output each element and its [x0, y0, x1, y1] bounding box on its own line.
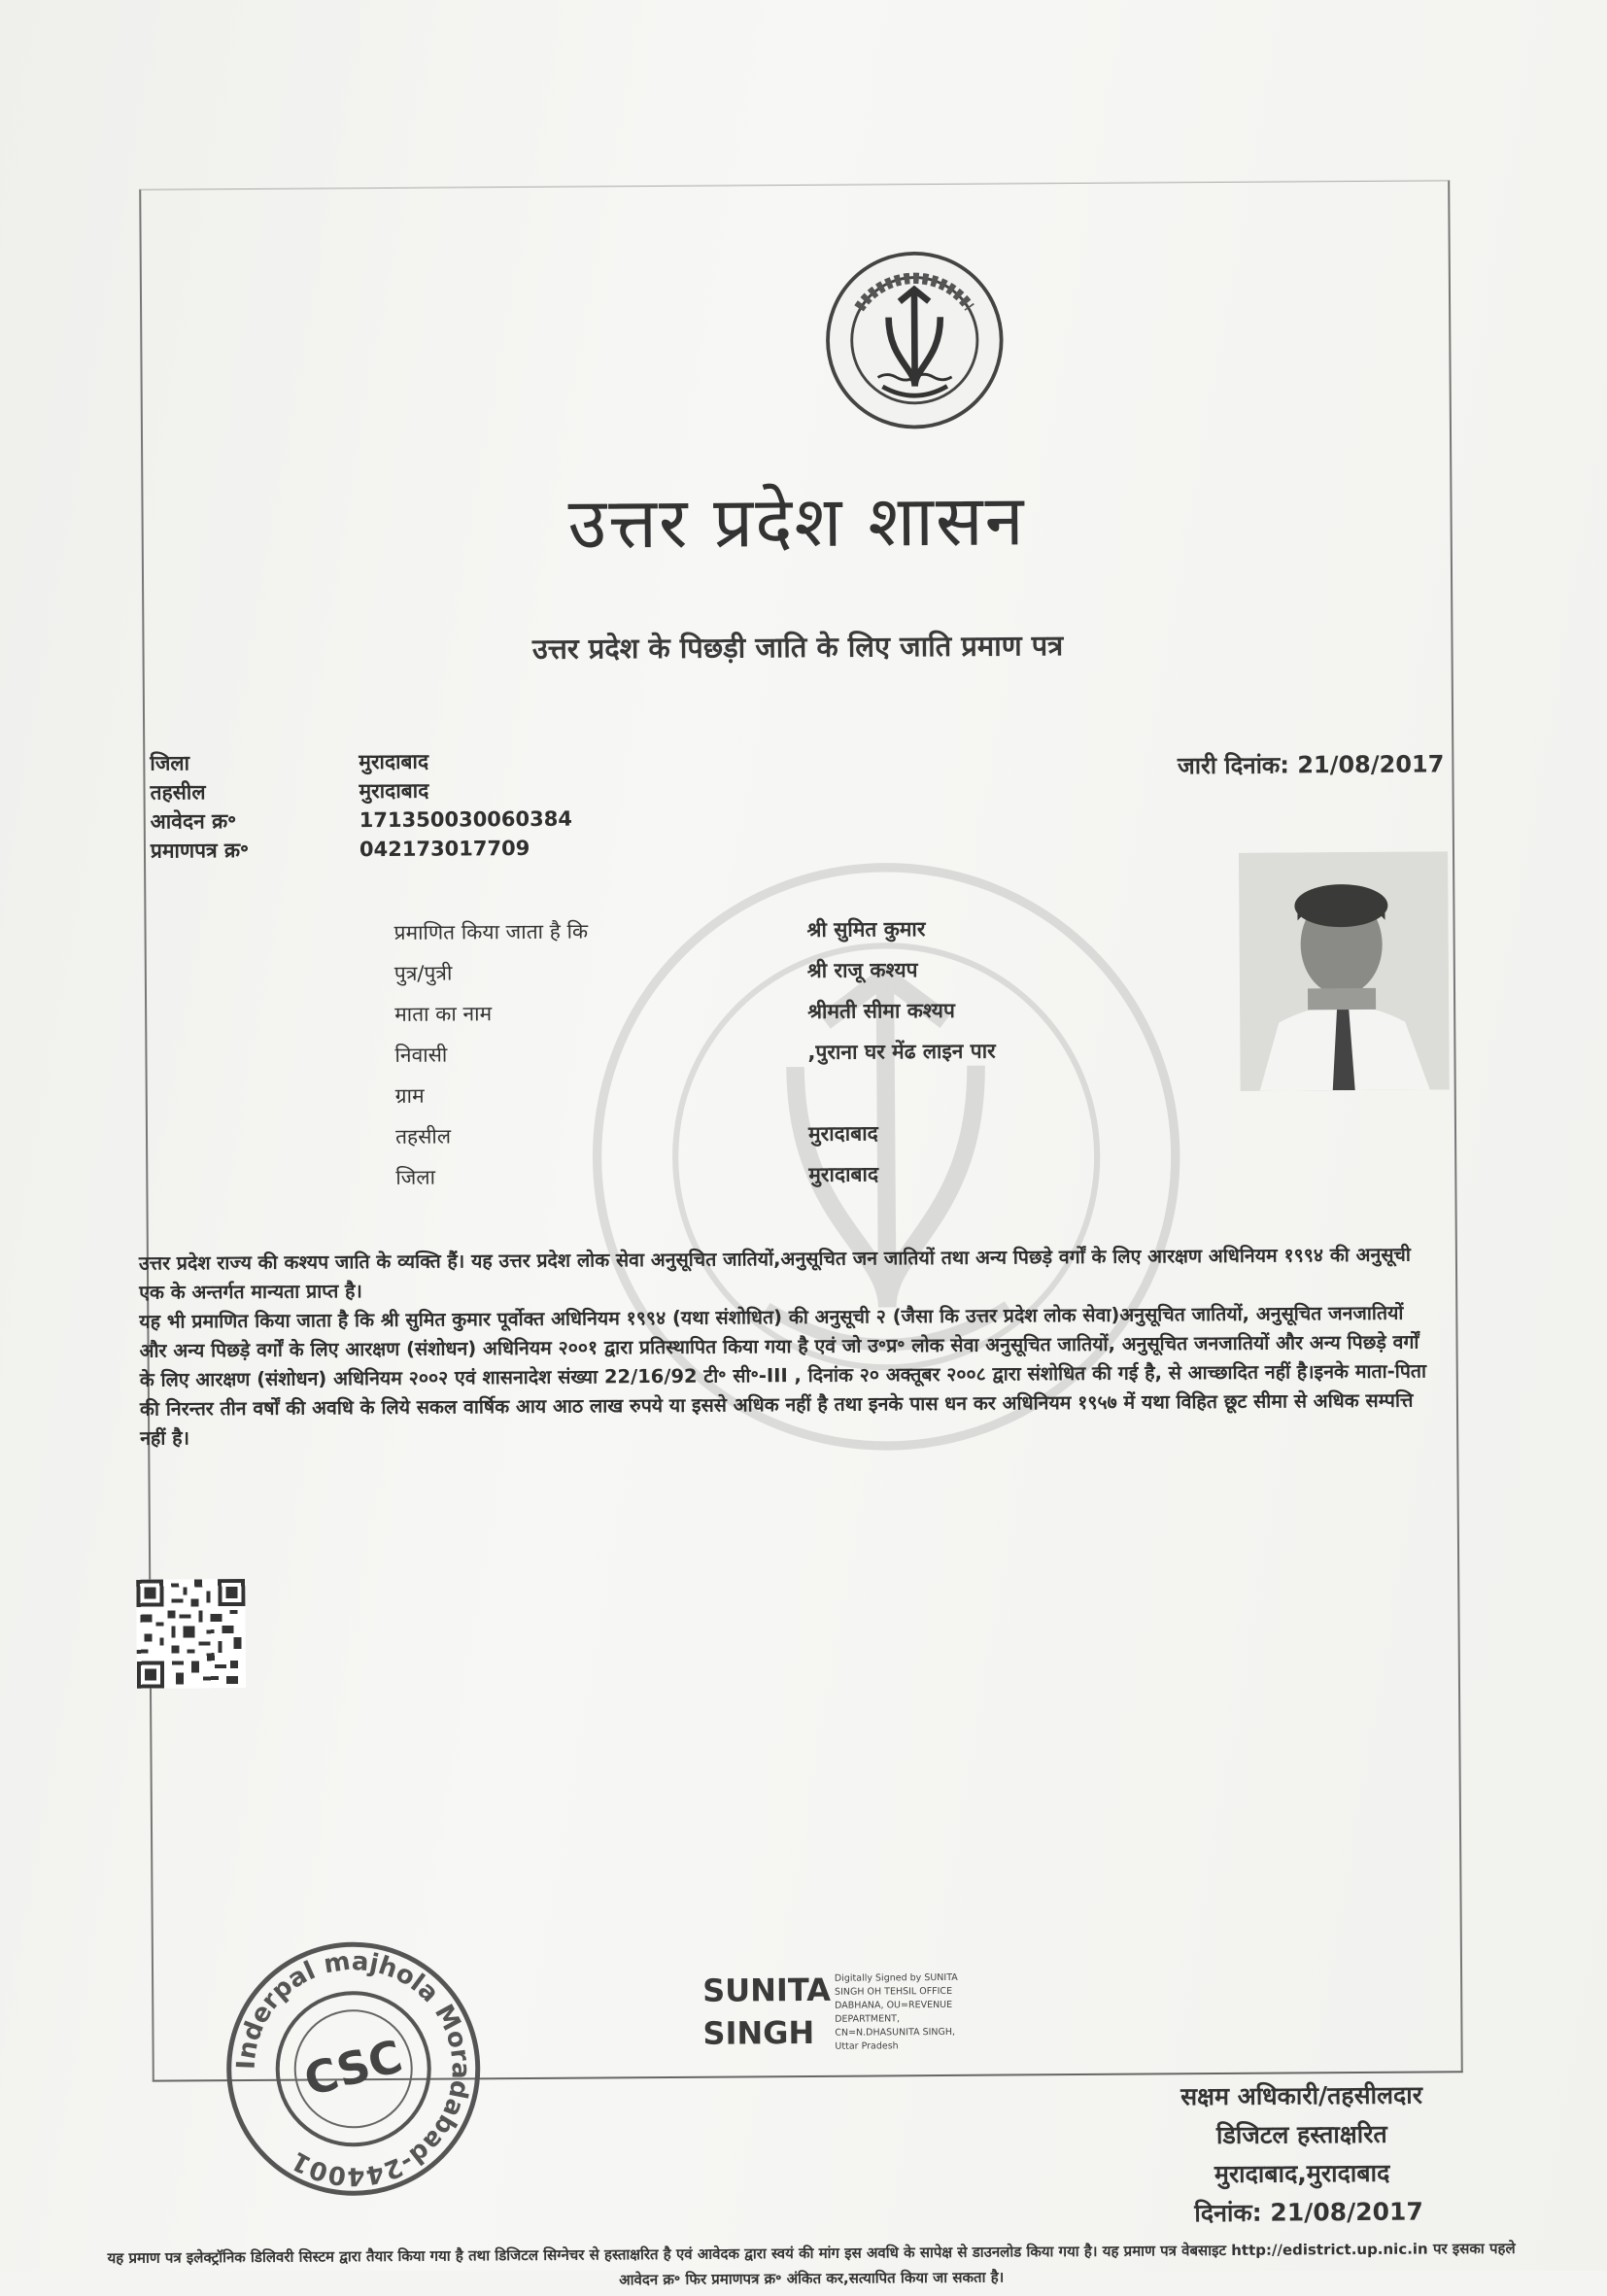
detail-row: [394, 990, 996, 1035]
signer-name: [702, 1969, 831, 2055]
detail-row: [394, 1031, 996, 1076]
applicant-details: [393, 908, 996, 1198]
district-value: मुरादाबाद: [359, 749, 429, 774]
detail-row: [395, 1113, 997, 1157]
signer-name-line1: SUNITA: [702, 1970, 832, 2009]
certificate-body: [139, 1240, 1432, 1453]
body-paragraph-2: यह भी प्रमाणित किया जाता है कि श्री सुमित कुमार पूर्वोक्त अधिनियम १९९४ (यथा संशोधित) की अनुसूची २ (जैसा कि उत्तर प्रदेश लोक सेवा)अनुसूचित जातियों, अनुसूचित जनजातियों और अन्य पिछड़े वर्गों के लिए आरक्षण (संशोधन) अधिनियम २००१ द्वारा प्रतिस्थापित किया गया है एवं जो उ॰प्र॰ लोक सेवा अनुसूचित जातियों, अनुसूचित जनजातियों और अन्य पिछड़े वर्गों के लिए आरक्षण (संशोधन) अधिनियम २००२ एवं शासनादेश संख्या 22/16/92 टी॰ सी॰-III , दिनांक २० अक्तूबर २००८ द्वारा संशोधित की गई है, से आच्छादित नहीं है।इनके माता-पिता की निरन्तर तीन वर्षों की अवधि के लिये सकल वार्षिक आय आठ लाख रुपये या इससे अधिक नहीं है तथा इनके पास धन कर अधिनियम १९५७ में यथा विहित छूट सीमा से अधिक सम्पत्ति नहीं है।: [139, 1301, 1427, 1450]
authority-digitally-signed: डिजिटल हस्ताक्षरित: [1215, 2119, 1387, 2150]
father-label: पुत्र/पुत्री: [393, 961, 453, 985]
certificate-meta: [150, 746, 572, 866]
detail-row: [393, 908, 995, 953]
detail-row: [394, 949, 996, 994]
signature-details: Digitally Signed by SUNITA SINGH OH TEHSIL OFFICE DABHANA, OU=REVENUE DEPARTMENT, CN=N.DHASUNITA SINGH, Uttar Pradesh: [834, 1971, 958, 2052]
tehsil-label: तहसील: [150, 780, 206, 805]
digital-signature: [702, 1968, 971, 2055]
detail-row: [395, 1072, 997, 1116]
application-number: 171350030060384: [359, 806, 573, 833]
certificate: [107, 180, 1516, 2289]
tehsil-row: [150, 775, 571, 807]
csc-seal-stamp: [222, 1936, 486, 2201]
village-label: ग्राम: [394, 1083, 425, 1108]
signer-name-line2: SINGH: [702, 2013, 815, 2052]
certified-label: प्रमाणित किया जाता है कि: [393, 919, 589, 944]
detail-district-label: जिला: [395, 1165, 436, 1189]
certificate-title: उत्तर प्रदेश शासन: [567, 479, 1026, 565]
district-row: [150, 746, 571, 778]
seal-center-text: CSC: [298, 2029, 408, 2107]
applicant-name: श्री सुमित कुमार: [806, 917, 926, 942]
authority-date-label: दिनांक:: [1194, 2198, 1262, 2228]
up-government-emblem: [822, 248, 1008, 433]
resident-label: निवासी: [394, 1043, 448, 1067]
issue-date: [1178, 747, 1445, 781]
application-label: आवेदन क्र॰: [150, 809, 237, 834]
body-paragraph-1: उत्तर प्रदेश राज्य की कश्यप जाति के व्यक्ति हैं। यह उत्तर प्रदेश लोक सेवा अनुसूचित जातियों,अनुसूचित जन जातियों तथा अन्य पिछड़े वर्गों के लिए आरक्षण अधिनियम १९९४ की अनुसूची एक के अन्तर्गत मान्यता प्राप्त है।: [138, 1243, 1412, 1304]
seal-ring-text: Inderpal majhola Moradabad-244001: [231, 1946, 475, 2191]
district-label: जिला: [150, 751, 190, 775]
detail-district-value: मुरादाबाद: [808, 1162, 879, 1186]
authority-designation: सक्षम अधिकारी/तहसीलदार: [1180, 2080, 1423, 2111]
mother-label: माता का नाम: [394, 1002, 493, 1026]
certificate-number: 042173017709: [359, 836, 530, 862]
certificate-number-row: [151, 834, 572, 866]
tehsil-value: मुरादाबाद: [359, 778, 429, 804]
issue-date-label: जारी दिनांक:: [1177, 751, 1289, 780]
mother-name: श्रीमती सीमा कश्यप: [807, 998, 955, 1023]
detail-row: [395, 1153, 997, 1198]
detail-tehsil-value: मुरादाबाद: [807, 1121, 878, 1146]
application-row: [151, 805, 572, 837]
detail-tehsil-label: तहसील: [394, 1124, 452, 1148]
applicant-photo: [1239, 851, 1450, 1090]
verification-footer: यह प्रमाण पत्र इलेक्ट्रॉनिक डिलिवरी सिस्टम द्वारा तैयार किया गया है तथा डिजिटल सिग्नेचर से हस्ताक्षरित है एवं आवेदक द्वारा स्वयं की मांग इस अवधि के सापेक्ष से डाउनलोड किया गया है। यह प्रमाण पत्र वेबसाइट http://edistrict.up.nic.in पर इसका पहले आवेदन क्र॰ फिर प्रमाणपत्र क्र॰ अंकित कर,सत्यापित किया जा सकता है।: [107, 2239, 1516, 2289]
certificate-number-label: प्रमाणपत्र क्र॰: [150, 838, 250, 863]
certificate-subtitle: उत्तर प्रदेश के पिछड़ी जाति के लिए जाति प्रमाण पत्र: [531, 629, 1064, 666]
authority-date-value: 21/08/2017: [1270, 2197, 1423, 2227]
issuing-authority: [1180, 2076, 1423, 2234]
qr-code: [136, 1579, 246, 1689]
authority-date: [1181, 2193, 1423, 2234]
authority-location: मुरादाबाद,मुरादाबाद: [1214, 2158, 1390, 2189]
resident-address: ,पुराना घर मेंढ लाइन पार: [807, 1039, 996, 1064]
issue-date-value: 21/08/2017: [1297, 750, 1445, 779]
father-name: श्री राजू कश्यप: [806, 958, 918, 982]
